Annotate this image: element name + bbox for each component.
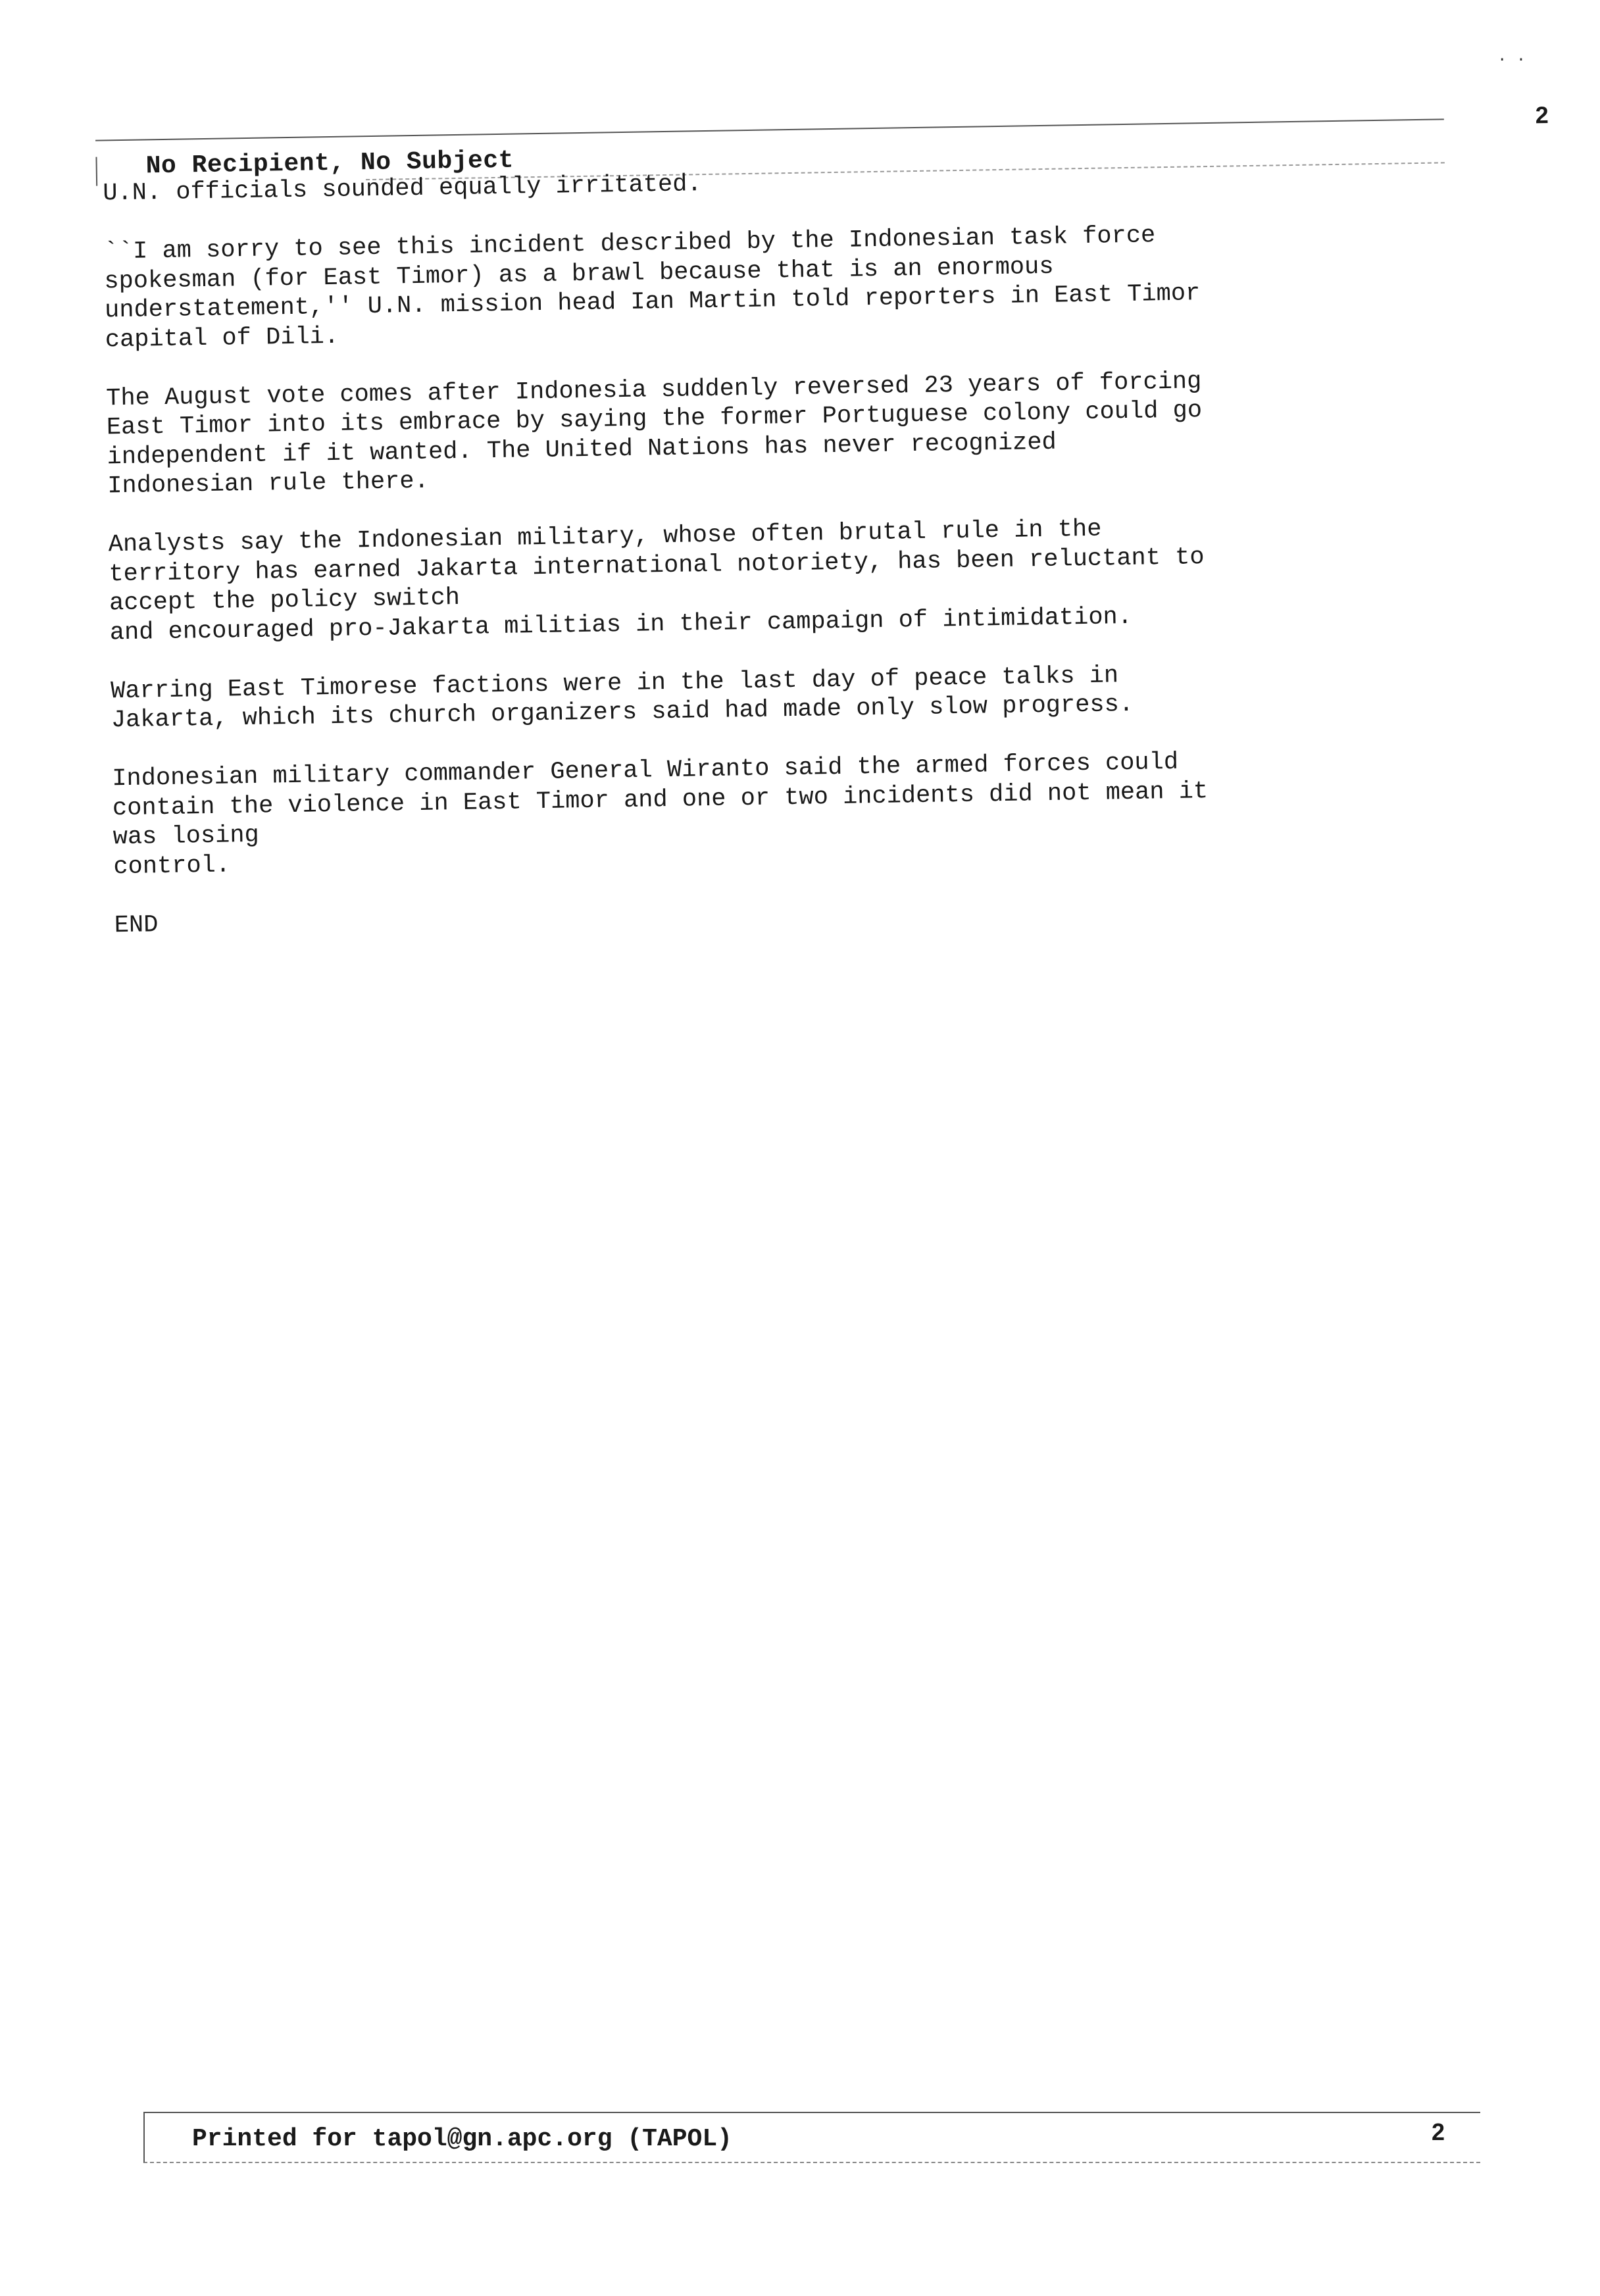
page-footer [143, 2112, 1480, 2163]
header-title: No Recipient, No Subject [145, 146, 514, 181]
footer-page-number: 2 [1431, 2118, 1445, 2145]
paragraph-4: Analysts say the Indonesian military, whose often brutal rule in the territory has earned Jakarta international notoriety, has been reluctant to accept the policy switch and encouraged pro-Jakarta militias in their campaign of intimidation. [108, 515, 1205, 647]
end-marker: END [114, 911, 159, 939]
message-body [103, 159, 1398, 970]
paragraph-3: The August vote comes after Indonesia suddenly reversed 23 years of forcing East Timor into its embrace by saying the former Portuguese colony could go independent if it wanted. The United Nations has never recognized Indonesian rule there. [105, 367, 1203, 501]
header-page-number: 2 [1535, 101, 1549, 129]
paragraph-5: Warring East Timorese factions were in the last day of peace talks in Jakarta, which its church organizers said had made only slow progress. [110, 661, 1134, 735]
paragraph-2: ``I am sorry to see this incident described by the Indonesian task force spokesman (for East Timor) as a brawl because that is an enormous understatement,'' U.N. mission head Ian Martin told reporters in East Timor capital of Dili. [103, 222, 1201, 354]
footer-printed-for: Printed for tapol@gn.apc.org (TAPOL) [192, 2125, 732, 2153]
paragraph-1: U.N. officials sounded equally irritated. [103, 170, 702, 208]
scan-speck: · · [1497, 51, 1526, 69]
header-left-tick [95, 157, 97, 186]
paragraph-6: Indonesian military commander General Wiranto said the armed forces could contain the violence in East Timor and one or two incidents did not mean it was losing control. [112, 748, 1209, 881]
